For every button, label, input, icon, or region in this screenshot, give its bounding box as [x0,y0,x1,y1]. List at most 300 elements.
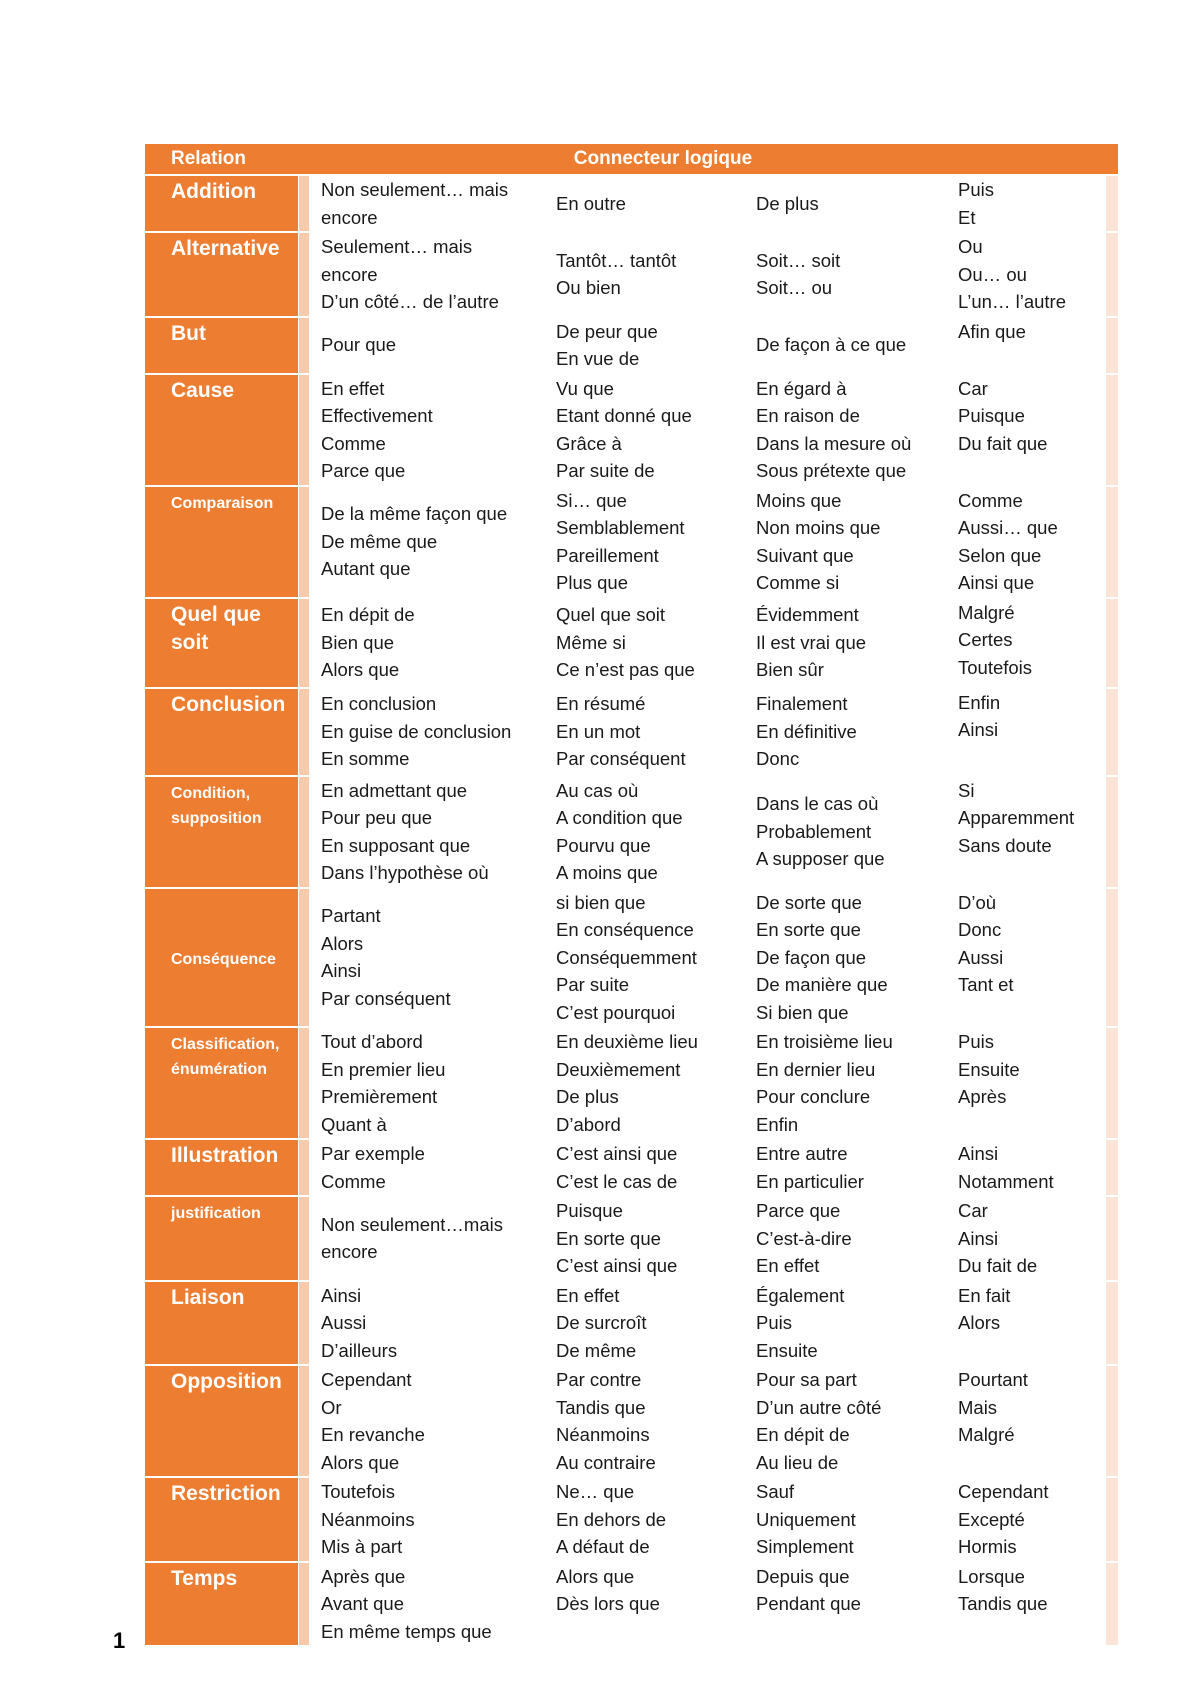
connector-text: D’un autre côté [756,1396,882,1418]
connector-text: Du fait que [958,432,1048,454]
connector-text: De plus [756,192,819,214]
connector-text: Ainsi [321,1284,362,1306]
connector-text: Aussi… que [958,517,1058,538]
connector-cell [544,175,744,232]
connector-text: Deuxièmement [556,1058,681,1080]
connector-text: Puisque [556,1200,623,1221]
connector-text: Grâce à [556,432,622,454]
connector-text: Premièrement [321,1086,438,1107]
row-gap-strip [298,888,309,1028]
connector-text: D’abord [556,1113,621,1135]
connector-text: Alors que [321,659,400,681]
connector-text: Partant [321,905,381,927]
connector-text: Par conséquent [321,987,451,1009]
connector-text: Pareillement [556,544,659,566]
connector-text: Par suite [556,974,630,995]
connector-text: Puis [958,1031,994,1052]
connector-text: De même [556,1339,637,1361]
connector-text: De même que [321,530,438,552]
connector-text: Ou… ou [958,263,1027,285]
connector-cell [744,374,946,486]
connector-text: En égard à [756,377,847,399]
table-row [145,688,1118,776]
connector-text: Selon que [958,544,1042,566]
connector-text: Entre autre [756,1143,848,1164]
connector-text: Car [958,1200,988,1221]
connector-text: Lorsque [958,1565,1025,1587]
connector-text: Tout d’abord [321,1031,423,1052]
connector-text: En effet [756,1255,820,1276]
connector-text: Donc [958,919,1002,940]
row-end-strip [1106,1477,1118,1562]
connector-text: De la même façon que [321,503,508,525]
connector-text: En sorte que [756,919,861,940]
connector-text: En troisième lieu [756,1031,893,1052]
connector-cell [744,688,946,776]
connector-cell [946,1027,1106,1139]
connector-text: Aussi [958,946,1004,968]
relation-label: Temps [145,1562,298,1647]
connector-text: Effectivement [321,405,433,426]
relation-label: Alternative [145,232,298,317]
connector-text: Dans le cas où [756,793,879,815]
connector-text: En somme [321,748,410,770]
connector-text: Bien sûr [756,659,824,681]
connector-cell [544,486,744,598]
row-gap-strip [298,175,309,232]
connector-text: Par suite de [556,460,655,481]
relation-label: Addition [145,175,298,232]
connector-text: Tandis que [556,1396,646,1418]
row-end-strip [1106,1027,1118,1139]
connector-cell [309,1365,544,1477]
row-gap-strip [298,1139,309,1196]
connector-text: En dehors de [556,1508,667,1530]
connector-text: Ne… que [556,1481,635,1502]
connector-cell [309,888,544,1028]
table-row [145,1477,1118,1562]
connector-cell [744,598,946,688]
connector-cell [309,175,544,232]
connector-text: encore [321,1241,378,1263]
connector-cell [946,688,1106,776]
row-gap-strip [298,1027,309,1139]
connector-text: En outre [556,192,626,214]
connector-cell [309,1281,544,1366]
connector-text: Cependant [958,1481,1049,1502]
connector-cell [744,1027,946,1139]
row-gap-strip [298,1196,309,1281]
connector-cell [946,888,1106,1028]
connector-text: encore [321,206,378,228]
connector-cell [744,175,946,232]
connector-text: Du fait de [958,1255,1038,1276]
table-row [145,1196,1118,1281]
relation-label: Cause [145,374,298,486]
connector-text: Pour que [321,334,397,356]
connector-text: Sauf [756,1481,795,1502]
connector-cell [309,374,544,486]
connector-text: L’un… l’autre [958,291,1066,312]
connector-text: En conclusion [321,693,437,715]
connector-cell [744,317,946,374]
connector-text: Simplement [756,1536,854,1557]
connector-text: Tantôt… tantôt [556,249,677,271]
connector-cell [544,1027,744,1139]
connector-text: Soit… soit [756,249,841,271]
table-row [145,317,1118,374]
relation-label: Quel que soit [145,598,298,688]
connector-text: Dès lors que [556,1593,660,1614]
table-row [145,175,1118,232]
connector-text: C’est-à-dire [756,1227,852,1249]
connector-cell [309,688,544,776]
table-row [145,1027,1118,1139]
connector-text: Toutefois [321,1481,396,1502]
connector-text: Au cas où [556,779,639,801]
connector-text: Notamment [958,1170,1054,1192]
connector-text: Etant donné que [556,405,692,426]
connector-text: Toutefois [958,656,1033,678]
connector-text: Dans l’hypothèse où [321,862,489,883]
table-row [145,1139,1118,1196]
row-gap-strip [298,776,309,888]
connector-text: Ensuite [756,1339,818,1361]
table-header-row [145,144,1118,175]
header-relation: Relation [145,144,298,175]
connector-cell [946,1562,1106,1647]
connector-text: De surcroît [556,1312,647,1333]
table-row [145,598,1118,688]
connector-text: Au contraire [556,1451,656,1473]
connector-text: Non seulement… mais [321,179,509,200]
table-row [145,232,1118,317]
connector-text: Apparemment [958,807,1075,828]
connector-text: Excepté [958,1508,1025,1530]
connector-text: Quel que soit [556,604,666,626]
connector-text: Ainsi [958,1143,999,1164]
page-number: 1 [113,1628,126,1653]
connector-text: Par exemple [321,1143,425,1164]
connector-text: En premier lieu [321,1058,446,1080]
connector-cell [309,1562,544,1647]
connector-cell [309,232,544,317]
connector-text: Malgré [958,1424,1015,1445]
connector-cell [309,1139,544,1196]
connector-cell [744,232,946,317]
connector-text: encore [321,263,378,285]
row-end-strip [1106,1562,1118,1647]
connector-text: En fait [958,1284,1011,1306]
connector-text: Après que [321,1565,406,1587]
connector-text: Seulement… mais [321,236,473,257]
connector-text: En vue de [556,348,640,369]
connector-text: En dépit de [756,1424,850,1445]
row-gap-strip [298,1477,309,1562]
connector-text: Ensuite [958,1058,1020,1080]
connector-cell [946,1365,1106,1477]
connector-text: C’est le cas de [556,1170,678,1192]
connector-text: Probablement [756,820,872,842]
connector-text: Alors [321,932,364,954]
connector-text: Pendant que [756,1593,861,1614]
row-end-strip [1106,374,1118,486]
connector-cell [544,888,744,1028]
connector-cell [744,776,946,888]
relation-label: Opposition [145,1365,298,1477]
connector-cell [946,317,1106,374]
table-row [145,1365,1118,1477]
connector-text: Néanmoins [321,1508,415,1530]
connector-text: Conséquemment [556,946,697,968]
row-end-strip [1106,232,1118,317]
row-gap-strip [298,1562,309,1647]
connector-cell [309,776,544,888]
connector-text: Enfin [958,691,1001,713]
table-body [145,175,1118,1646]
connector-text: Soit… ou [756,277,833,299]
connector-text: En conséquence [556,919,694,940]
row-gap-strip [298,232,309,317]
row-gap-strip [298,317,309,374]
connector-text: Et [958,206,976,228]
connector-cell [544,598,744,688]
connector-text: Malgré [958,601,1015,623]
row-end-strip [1106,1281,1118,1366]
connector-text: Tandis que [958,1593,1048,1614]
connector-cell [309,486,544,598]
connector-cell [309,1196,544,1281]
connector-text: Si bien que [756,1001,849,1023]
connector-text: Comme [958,489,1023,511]
connector-text: Vu que [556,377,614,399]
connector-text: En dernier lieu [756,1058,876,1080]
connector-cell [744,888,946,1028]
relation-label: But [145,317,298,374]
connector-text: Comme [321,432,386,454]
connector-text: En même temps que [321,1620,492,1642]
connector-text: Non seulement…mais [321,1213,503,1235]
connector-cell [544,688,744,776]
connector-text: Par contre [556,1369,642,1390]
connector-text: Ou bien [556,277,621,299]
connector-text: Si [958,779,975,801]
connector-text: A condition que [556,807,683,828]
row-end-strip [1106,1196,1118,1281]
connector-text: Parce que [321,460,406,481]
connector-text: Hormis [958,1536,1017,1557]
relation-label: Conséquence [145,888,298,1028]
connector-text: En effet [321,377,385,399]
row-end-strip [1106,776,1118,888]
connector-text: Pourvu que [556,834,651,856]
connector-text: Or [321,1396,342,1418]
connector-text: Car [958,377,988,399]
connector-text: Ainsi [958,719,999,740]
connector-cell [744,1477,946,1562]
connector-text: Cependant [321,1369,412,1390]
connector-text: C’est ainsi que [556,1255,678,1276]
connector-text: Pour sa part [756,1369,857,1390]
connector-cell [744,1365,946,1477]
connector-text: C’est ainsi que [556,1143,678,1164]
connector-text: C’est pourquoi [556,1001,676,1023]
header-connecteur: Connecteur logique [298,144,1118,175]
connector-cell [309,598,544,688]
row-end-strip [1106,688,1118,776]
connector-text: Alors que [321,1451,400,1473]
connector-text: Dans la mesure où [756,432,912,454]
connector-text: A supposer que [756,848,885,870]
relation-label: Liaison [145,1281,298,1366]
connector-text: Alors que [556,1565,635,1587]
connector-cell [946,1139,1106,1196]
connector-text: Avant que [321,1593,404,1614]
connector-text: De plus [556,1086,619,1107]
connector-text: Bien que [321,631,395,653]
connector-cell [544,374,744,486]
connector-cell [544,1281,744,1366]
connector-table [145,144,1118,1647]
connector-text: Mais [958,1396,998,1418]
connector-text: En sorte que [556,1227,661,1249]
connector-text: Ainsi [321,960,362,982]
connector-text: De manière que [756,974,888,995]
connector-text: Quant à [321,1113,387,1135]
connector-text: Aussi [321,1312,367,1333]
connector-text: Ou [958,236,983,257]
row-gap-strip [298,598,309,688]
connector-text: A défaut de [556,1536,650,1557]
connector-text: Moins que [756,489,842,511]
connector-text: Comme si [756,572,840,593]
table-row [145,1562,1118,1647]
connector-text: En admettant que [321,779,468,801]
relation-label: justification [145,1196,298,1281]
connector-text: Afin que [958,320,1026,342]
connector-text: D’où [958,891,997,913]
connector-text: Ainsi que [958,572,1035,593]
row-gap-strip [298,1365,309,1477]
connector-text: D’ailleurs [321,1339,398,1361]
connector-text: De façon que [756,946,867,968]
connector-text: Par conséquent [556,748,686,770]
relation-label: Classification, énumération [145,1027,298,1139]
connector-text: De sorte que [756,891,862,913]
connector-text: En revanche [321,1424,425,1445]
connector-text: Certes [958,629,1013,650]
row-end-strip [1106,486,1118,598]
connector-text: D’un côté… de l’autre [321,291,499,312]
table-row [145,776,1118,888]
row-end-strip [1106,317,1118,374]
connector-cell [744,1281,946,1366]
relation-label: Illustration [145,1139,298,1196]
connector-text: A moins que [556,862,658,883]
connector-text: Uniquement [756,1508,856,1530]
connector-text: Évidemment [756,604,859,626]
connector-text: Pour peu que [321,807,433,828]
connector-text: si bien que [556,891,646,913]
row-end-strip [1106,1139,1118,1196]
connector-cell [744,1562,946,1647]
connector-cell [946,175,1106,232]
row-gap-strip [298,486,309,598]
connector-text: Tant et [958,974,1014,995]
connector-text: En deuxième lieu [556,1031,698,1052]
connector-text: Depuis que [756,1565,850,1587]
connector-text: Mis à part [321,1536,403,1557]
row-end-strip [1106,175,1118,232]
connector-text: Alors [958,1312,1001,1333]
table-row [145,1281,1118,1366]
connector-text: Puisque [958,405,1025,426]
connector-cell [946,486,1106,598]
connector-cell [544,1139,744,1196]
connector-cell [946,374,1106,486]
connector-text: Puis [756,1312,792,1333]
connector-text: En un mot [556,720,641,742]
connector-text: Sans doute [958,834,1052,856]
connector-text: Pour conclure [756,1086,871,1107]
connector-text: Si… que [556,489,627,511]
connector-cell [544,232,744,317]
connector-text: En effet [556,1284,620,1306]
connector-text: Également [756,1284,845,1306]
table-row [145,888,1118,1028]
row-gap-strip [298,688,309,776]
connector-text: Semblablement [556,517,685,538]
connector-text: Autant que [321,558,411,580]
connector-cell [544,1562,744,1647]
connector-text: Néanmoins [556,1424,650,1445]
connector-text: Après [958,1086,1007,1107]
connector-cell [544,1365,744,1477]
connector-text: Puis [958,179,994,200]
connector-cell [744,1139,946,1196]
connector-cell [309,1477,544,1562]
connector-cell [744,486,946,598]
row-end-strip [1106,888,1118,1028]
connector-cell [946,1281,1106,1366]
relation-label: Conclusion [145,688,298,776]
connector-text: Au lieu de [756,1451,839,1473]
row-gap-strip [298,1281,309,1366]
connector-text: En supposant que [321,834,471,856]
connector-text: Suivant que [756,544,854,566]
connector-text: En résumé [556,693,646,715]
connector-text: Parce que [756,1200,841,1221]
relation-label: Condition, supposition [145,776,298,888]
connector-cell [309,1027,544,1139]
connector-text: En raison de [756,405,860,426]
connector-cell [544,1477,744,1562]
connector-cell [946,598,1106,688]
connector-text: Ce n’est pas que [556,659,695,681]
connector-text: Pourtant [958,1369,1028,1390]
connector-text: En guise de conclusion [321,720,512,742]
row-end-strip [1106,1365,1118,1477]
connector-text: Sous prétexte que [756,460,907,481]
connector-text: Il est vrai que [756,631,867,653]
connector-cell [946,776,1106,888]
row-gap-strip [298,374,309,486]
connector-text: En définitive [756,720,857,742]
relation-label: Restriction [145,1477,298,1562]
connector-text: De peur que [556,320,658,342]
connector-cell [744,1196,946,1281]
table-row [145,374,1118,486]
